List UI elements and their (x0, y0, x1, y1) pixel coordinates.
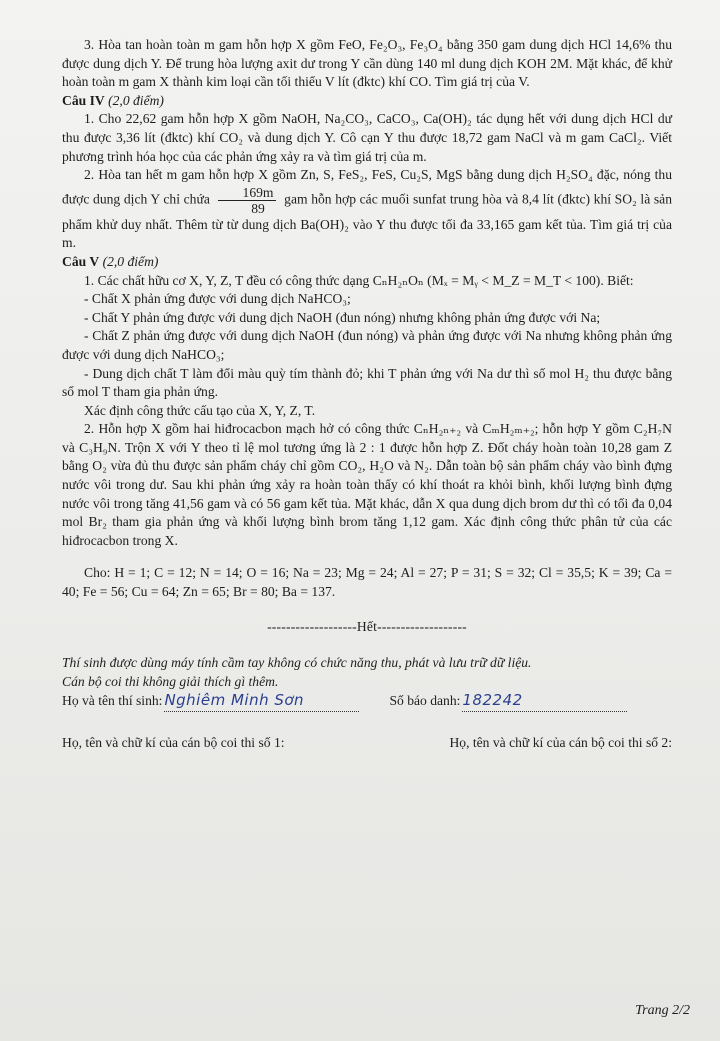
page-content (62, 36, 672, 753)
section-4-question-1: 1. Cho 22,62 gam hỗn hợp X gồm NaOH, Na₂CO₃, CaCO₃, Ca(OH)₂ tác dụng hết với dung dịch HCl dư thu được 3,36 lít (đktc) khí CO₂ và dung dịch Y. Cô cạn Y thu được 18,72 gam NaCl và m gam CaCl₂. Viết phương trình hóa học của các phản ứng xảy ra và tìm giá trị của m. (62, 111, 672, 164)
candidate-name-label: Họ và tên thí sinh: (62, 693, 163, 709)
section-4-question-2 (62, 166, 672, 253)
fraction-denominator: 89 (251, 200, 265, 216)
question-3-text: 3. Hòa tan hoàn toàn m gam hỗn hợp X gồm FeO, Fe₂O₃, Fe₃O₄ bằng 350 gam dung dịch HCl 14,6% thu được dung dịch Y. Để trung hòa lượng axit dư trong Y cần dùng 140 ml dung dịch KOH 2M. Mặt khác, để khử hoàn toàn m gam X thành kim loại cần tối thiểu V lít (đktc) khí CO. Tìm giá trị của V. (62, 37, 672, 90)
condition-z: - Chất Z phản ứng được với dung dịch NaOH (đun nóng) và phản ứng được với Na nhưng không phản ứng được với dung dịch NaHCO₃; (62, 328, 672, 362)
section-5-points: (2,0 điểm) (102, 253, 159, 269)
atomic-masses: Cho: H = 1; C = 12; N = 14; O = 16; Na = 23; Mg = 24; Al = 27; P = 31; S = 32; Cl = 35,5; K = 39; Ca = 40; Fe = 56; Cu = 64; Zn = 65; Br = 80; Ba = 137. (62, 565, 672, 600)
calculator-note: Thí sinh được dùng máy tính cầm tay không có chức năng thu, phát và lưu trữ dữ liệu. (62, 655, 532, 671)
section-4-points: (2,0 điểm) (108, 92, 164, 108)
question-1-task: Xác định công thức cấu tạo của X, Y, Z, T. (84, 402, 316, 418)
fraction (218, 185, 277, 216)
footer-fields (62, 654, 672, 752)
condition-x: - Chất X phản ứng được với dung dịch NaHCO₃; (84, 291, 351, 307)
condition-t: - Dung dịch chất T làm đổi màu quỳ tím thành đỏ; khi T phản ứng với Na dư thì số mol H₂ thu được bằng số mol T tham gia phản ứng. (62, 365, 672, 400)
section-4-question-2-part-a: 2. Hòa tan hết m gam hỗn hợp X gồm Zn, S, FeS₂, FeS, Cu₂S, MgS bằng dung dịch H₂SO₄ đặc, nóng thu được dung dịch Y chỉ chứa (62, 167, 672, 207)
proctor-1-label: Họ, tên và chữ kí của cán bộ coi thi số 1: (62, 735, 285, 750)
section-5-title: Câu V (62, 253, 100, 269)
section-5-heading (62, 253, 672, 272)
proctor-note: Cán bộ coi thi không giải thích gì thêm. (62, 673, 279, 689)
section-5-question-1: 1. Các chất hữu cơ X, Y, Z, T đều có công thức dạng CₙH₂ₙOₙ (Mₓ = Mᵧ < M_Z = M_T < 100). Biết: (84, 272, 634, 288)
candidate-name-field (164, 691, 359, 712)
section-4-question-2-part-b: gam hỗn hợp các muối sunfat trung hòa và 8,4 lít (đktc) khí SO₂ là sản phẩm khử duy nhất. Thêm từ từ dung dịch Ba(OH)₂ vào Y thu được tối đa 33,165 gam kết tủa. Tìm giá trị của m. (62, 191, 673, 251)
condition-y: - Chất Y phản ứng được với dung dịch NaOH (đun nóng) nhưng không phản ứng được với Na; (84, 309, 601, 325)
section-4-heading (62, 92, 672, 111)
page-number: Trang 2/2 (635, 1003, 690, 1018)
proctor-signature-row (62, 734, 672, 753)
candidate-row (62, 691, 672, 712)
candidate-name-value: Nghiêm Minh Sơn (164, 691, 305, 710)
end-marker: -------------------Hết------------------- (267, 618, 467, 634)
fraction-numerator: 169m (218, 185, 277, 201)
candidate-number-value: 182242 (462, 691, 523, 710)
proctor-2-label: Họ, tên và chữ kí của cán bộ coi thi số 2: (449, 735, 672, 750)
candidate-number-field (462, 691, 627, 712)
candidate-number-label: Số báo danh: (389, 693, 461, 709)
section-5-question-2: 2. Hỗn hợp X gồm hai hiđrocacbon mạch hở có công thức CₙH₂ₙ₊₂ và CₘH₂ₘ₊₂; hỗn hợp Y gồm C₂H₇N và C₃H₉N. Trộn X với Y theo tỉ lệ mol tương ứng là 2 : 1 được hỗn hợp Z. Đốt cháy hoàn toàn 10,28 gam Z bằng O₂ vừa đủ thu được sản phẩm cháy chỉ gồm CO₂, H₂O và N₂. Dẫn toàn bộ sản phẩm cháy vào bình đựng nước vôi trong dư. Sau khi phản ứng xảy ra hoàn toàn thấy có khí thoát ra khỏi bình, khối lượng bình đựng nước vôi trong tăng 41,56 gam và có 56 gam kết tủa. Mặt khác, dẫn X qua dung dịch brom dư thì có tối đa 0,04 mol Br₂ tham gia phản ứng và khối lượng bình brom tăng 1,12 gam. Xác định công thức phân tử của các hiđrocacbon trong X. (62, 421, 672, 548)
section-4-title: Câu IV (62, 92, 105, 108)
